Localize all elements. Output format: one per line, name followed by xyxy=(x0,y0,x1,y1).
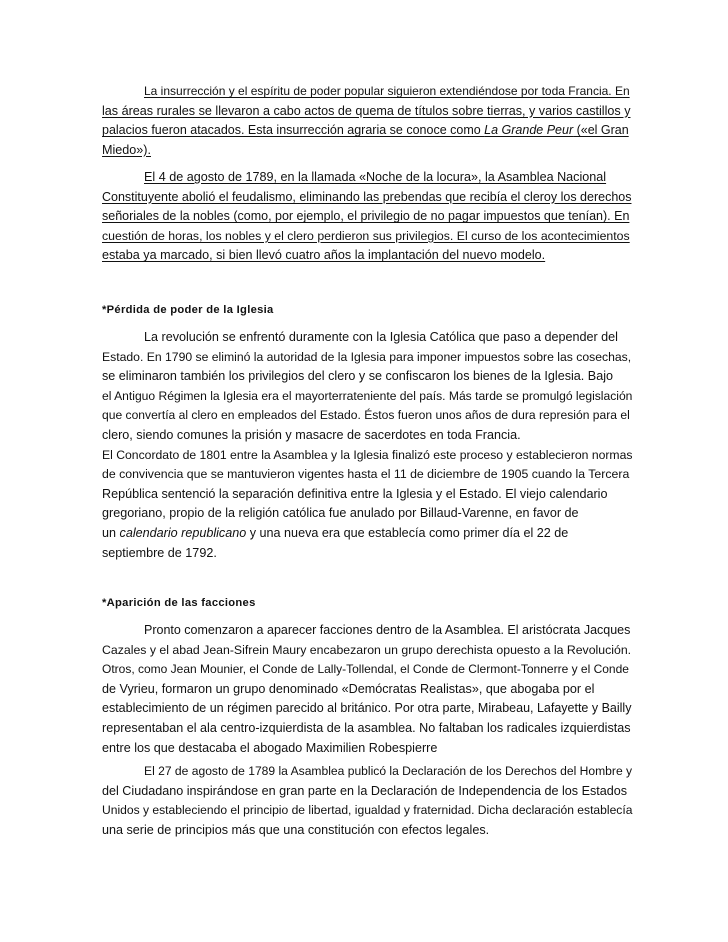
text-line: Constituyente abolió el feudalismo, eliminando las prebendas que recibía el cleroy los derechos xyxy=(102,189,632,204)
text-line: Miedo»). xyxy=(102,142,151,157)
section-heading-iglesia: *Pérdida de poder de la Iglesia xyxy=(102,304,274,316)
text-line: Otros, como Jean Mounier, el Conde de Lally-Tollendal, el Conde de Clermont-Tonnerre y el Conde xyxy=(102,662,629,677)
text-fragment: palacios fueron atacados. Esta insurrección agraria se conoce como xyxy=(102,123,485,138)
text-line: El Concordato de 1801 entre la Asamblea y la Iglesia finalizó este proceso y establecieron normas xyxy=(102,447,633,462)
text-fragment: («el Gran xyxy=(573,123,629,138)
text-line: República sentenció la separación definitiva entre la Iglesia y el Estado. El viejo calendario xyxy=(102,486,608,501)
section-heading-facciones: *Aparición de las facciones xyxy=(102,597,256,609)
text-line: La revolución se enfrentó duramente con la Iglesia Católica que paso a depender del xyxy=(144,330,618,344)
text-line: señoriales de la nobles (como, por ejemplo, el privilegio de no pagar impuestos que tenían). En xyxy=(102,209,630,224)
text-line xyxy=(102,524,632,544)
paragraph-noche-locura xyxy=(102,168,632,266)
text-line: establecimiento de un régimen parecido al británico. Por otra parte, Mirabeau, Lafayette y Bailly xyxy=(102,701,632,716)
text-line: una serie de principios más que una constitución con efectos legales. xyxy=(102,822,490,837)
italic-term: calendario republicano xyxy=(119,525,247,540)
text-line: La insurrección y el espíritu de poder popular siguieron extendiéndose por toda Francia. En xyxy=(144,84,630,98)
text-line: Unidos y estableciendo el principio de libertad, igualdad y fraternidad. Dicha declaración establecía xyxy=(102,803,633,818)
paragraph-iglesia xyxy=(102,328,632,563)
text-line: representaban el ala centro-izquierdista de la asamblea. No faltaban los radicales izquierdistas xyxy=(102,720,631,735)
text-line: de convivencia que se mantuvieron vigentes hasta el 11 de diciembre de 1905 cuando la Tercera xyxy=(102,467,630,482)
paragraph-facciones xyxy=(102,621,632,758)
text-line: estaba ya marcado, si bien llevó cuatro años la implantación del nuevo modelo. xyxy=(102,248,546,263)
text-fragment: un xyxy=(102,525,120,540)
text-line: Pronto comenzaron a aparecer facciones dentro de la Asamblea. El aristócrata Jacques xyxy=(144,623,631,637)
text-line: las áreas rurales se llevaron a cabo actos de quema de títulos sobre tierras, y varios castillos y xyxy=(102,103,631,118)
text-fragment: y una nueva era que establecía como primer día el 22 de xyxy=(246,525,569,540)
paragraph-insurreccion xyxy=(102,82,632,160)
text-line: septiembre de 1792. xyxy=(102,545,217,560)
italic-term: La Grande Peur xyxy=(484,123,574,138)
paragraph-declaracion xyxy=(102,762,632,840)
text-line: gregoriano, propio de la religión católica fue anulado por Billaud-Varenne, en favor de xyxy=(102,506,579,521)
text-line: que convertía al clero en empleados del Estado. Éstos fueron unos años de dura represión para el xyxy=(102,408,630,423)
text-line: de Vyrieu, formaron un grupo denominado «Demócratas Realistas», que abogaba por el xyxy=(102,681,595,696)
text-line: El 27 de agosto de 1789 la Asamblea publicó la Declaración de los Derechos del Hombre y xyxy=(144,764,633,778)
text-line: El 4 de agosto de 1789, en la llamada «Noche de la locura», la Asamblea Nacional xyxy=(144,170,607,184)
text-line: del Ciudadano inspirándose en gran parte en la Declaración de Independencia de los Estados xyxy=(102,783,628,798)
text-line: el Antiguo Régimen la Iglesia era el mayorterrateniente del país. Más tarde se promulgó legislación xyxy=(102,388,633,403)
text-line: Estado. En 1790 se eliminó la autoridad de la Iglesia para imponer impuestos sobre las cosechas, xyxy=(102,349,632,364)
text-line: Cazales y el abad Jean-Sifrein Maury encabezaron un grupo derechista opuesto a la Revolución. xyxy=(102,642,632,657)
text-line xyxy=(102,121,632,141)
text-line: cuestión de horas, los nobles y el clero perdieron sus privilegios. El curso de los acontecimientos xyxy=(102,228,630,243)
text-line: clero, siendo comunes la prisión y masacre de sacerdotes en toda Francia. xyxy=(102,427,521,442)
text-line: entre los que destacaba el abogado Maximilien Robespierre xyxy=(102,740,438,755)
text-line: se eliminaron también los privilegios del clero y se confiscaron los bienes de la Iglesia. Bajo xyxy=(102,369,614,384)
